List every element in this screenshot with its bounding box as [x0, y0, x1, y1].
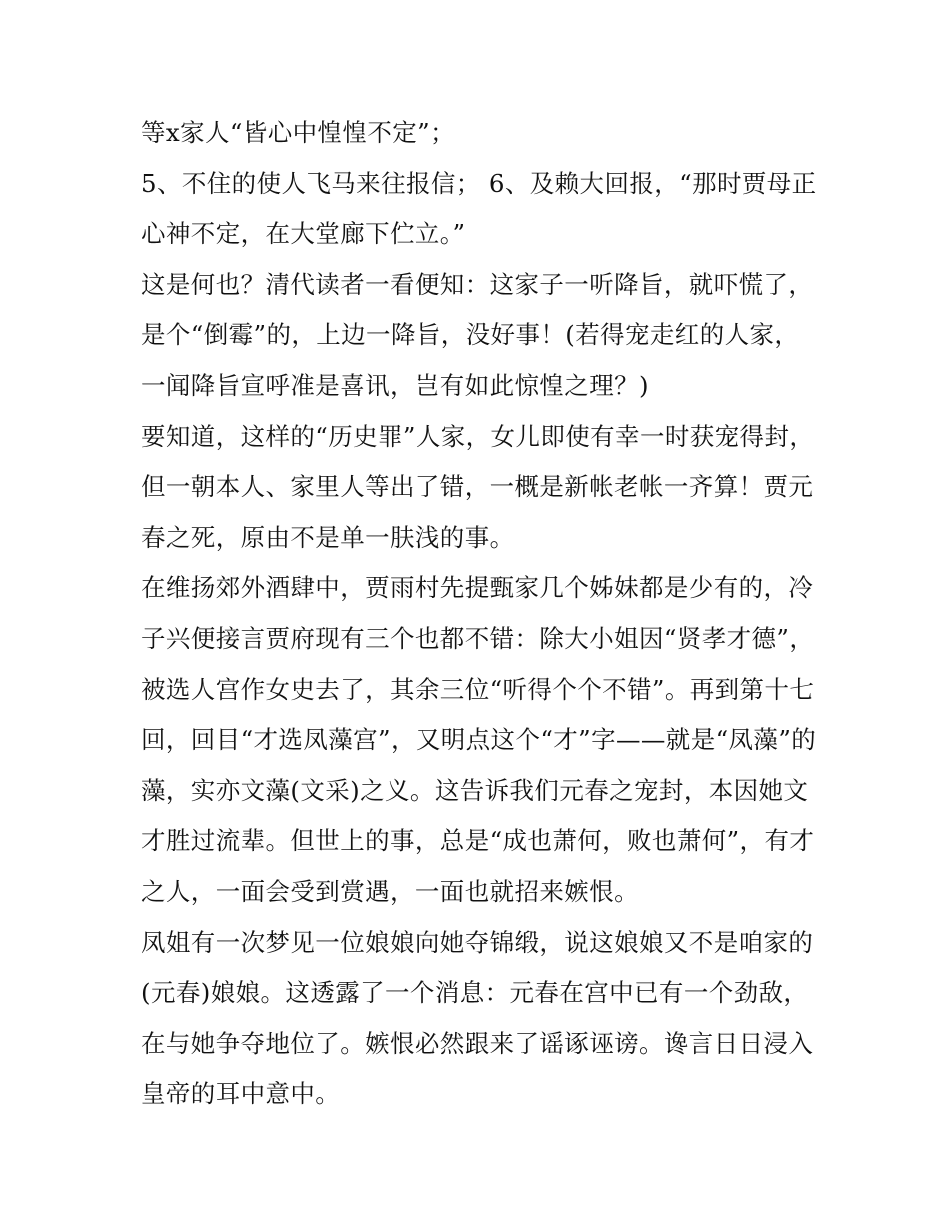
- body-text: [141, 108, 821, 1120]
- text-line: 藻，实亦文藻(文采)之义。这告诉我们元春之宠封，本因她文: [141, 775, 809, 805]
- text-line: 心神不定，在大堂廊下伫立。”: [141, 219, 466, 249]
- text-line: 一闻降旨宣呼准是喜讯，岂有如此惊惶之理？): [141, 370, 649, 400]
- text-line: 皇帝的耳中意中。: [141, 1079, 341, 1109]
- text-line: 才胜过流辈。但世上的事，总是“成也萧何，败也萧何”，有才: [141, 826, 815, 856]
- text-line: 等x家人“皆心中惶惶不定”；: [141, 118, 455, 147]
- text-line: 被选人宫作女史去了，其余三位“听得个个不错”。再到第十七: [141, 674, 815, 704]
- text-line: 这是何也？清代读者一看便知：这家子一听降旨，就吓慌了，: [141, 269, 814, 299]
- text-line: 要知道，这样的“历史罪”人家，女儿即使有幸一时获宠得封，: [141, 421, 815, 451]
- text-line: 凤姐有一次梦见一位娘娘向她夺锦缎，说这娘娘又不是咱家的: [141, 927, 814, 957]
- text-line: 在维扬郊外酒肆中，贾雨村先提甄家几个姊妹都是少有的，冷: [141, 573, 814, 603]
- text-line: 在与她争夺地位了。嫉恨必然跟来了谣诼诬谤。谗言日日浸入: [141, 1028, 814, 1058]
- text-line: 之人，一面会受到赏遇，一面也就招来嫉恨。: [141, 876, 639, 906]
- text-line: 是个“倒霉”的，上边一降旨，没好事！(若得宠走红的人家，: [141, 320, 800, 350]
- text-line: 春之死，原由不是单一肤浅的事。: [141, 522, 515, 552]
- text-line: (元春)娘娘。这透露了一个消息：元春在宫中已有一个劲敌，: [141, 978, 809, 1008]
- text-line: 但一朝本人、家里人等出了错，一概是新帐老帐一齐算！贾元: [141, 472, 814, 502]
- text-line: 子兴便接言贾府现有三个也都不错：除大小姐因“贤孝才德”，: [141, 623, 815, 653]
- text-line: 5、不住的使人飞马来往报信； 6、及赖大回报，“那时贾母正: [141, 168, 817, 198]
- text-line: 回，回目“才选凤藻宫”，又明点这个“才”字——就是“凤藻”的: [141, 725, 817, 755]
